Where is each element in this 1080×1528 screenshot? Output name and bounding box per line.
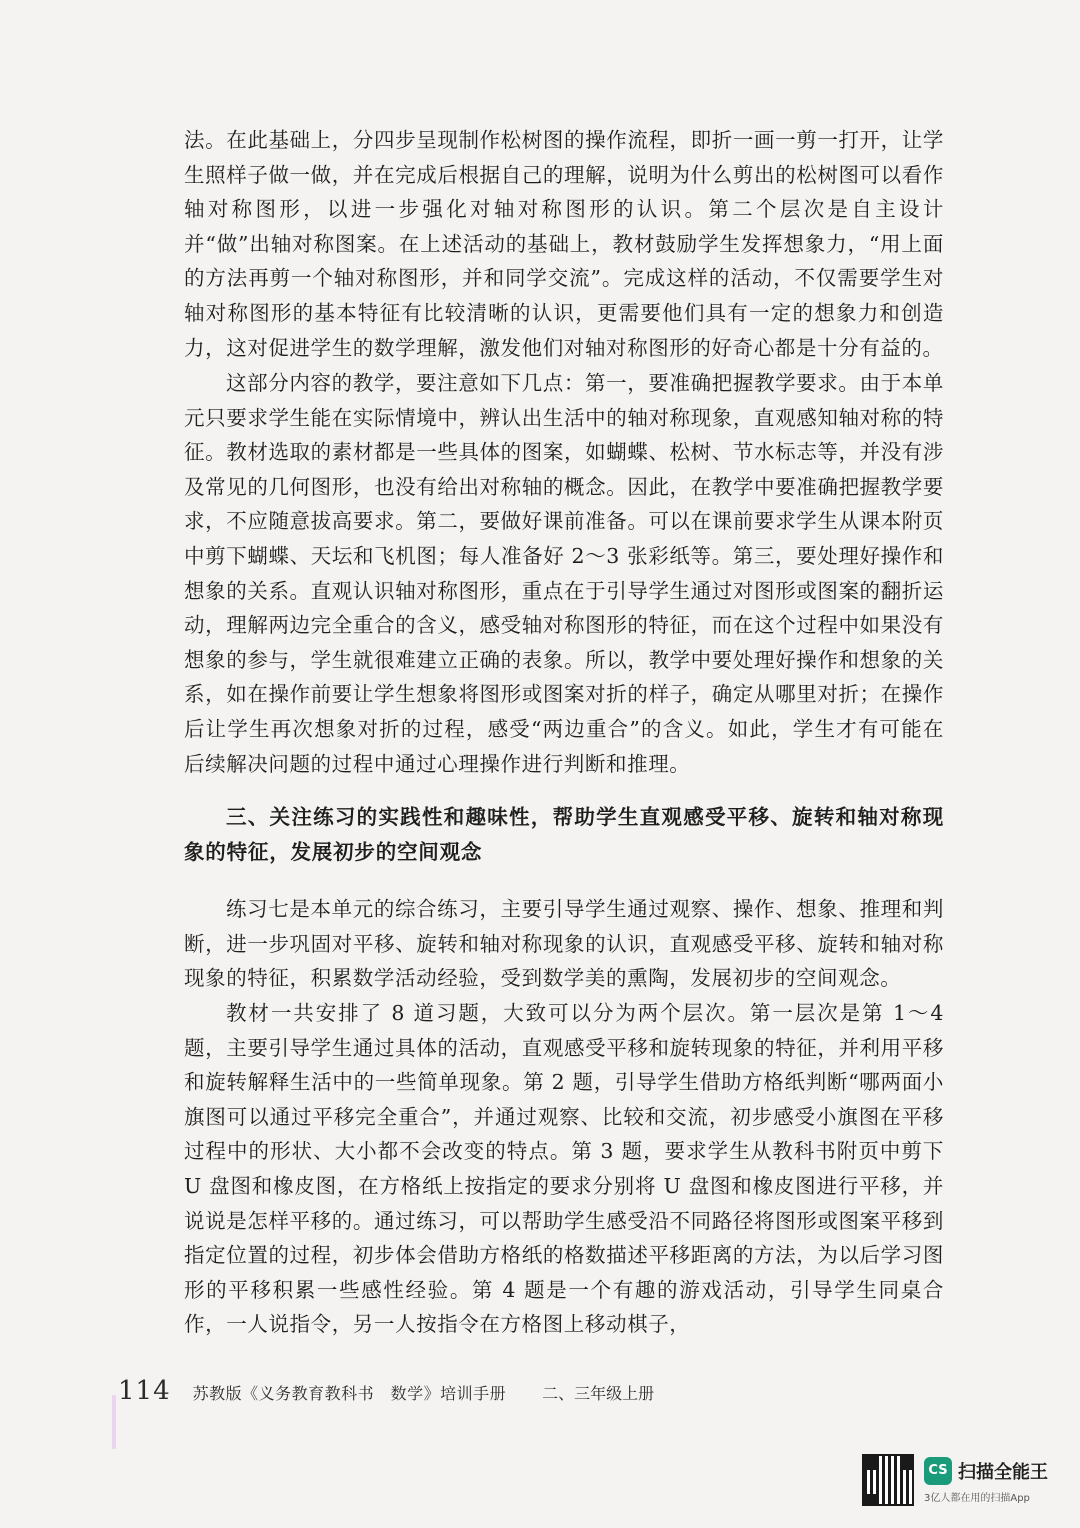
- camscanner-logo-icon: CS: [924, 1457, 952, 1485]
- brand-box: [924, 1457, 1048, 1504]
- section-heading: 三、关注练习的实践性和趣味性，帮助学生直观感受平移、旋转和轴对称现象的特征，发展初步的空间观念: [184, 805, 944, 864]
- paragraph-4: 教材一共安排了 8 道习题，大致可以分为两个层次。第一层次是第 1～4 题，主要引导学生通过具体的活动，直观感受平移和旋转现象的特征，并利用平移和旋转解释生活中的一些简单现象。第 2 题，引导学生借助方格纸判断“哪两面小旗图可以通过平移完全重合”，并通过观察、比较和交流，初步感受小旗图在平移过程中的形状、大小都不会改变的特点。第 3 题，要求学生从教科书附页中剪下 U 盘图和橡皮图，在方格纸上按指定的要求分别将 U 盘图和橡皮图进行平移，并说说是怎样平移的。通过练习，可以帮助学生感受沿不同路径将图形或图案平移到指定位置的过程，初步体会借助方格纸的格数描述平移距离的方法，为以后学习图形的平移积累一些感性经验。第 4 题是一个有趣的游戏活动，引导学生同桌合作，一人说指令，另一人按指令在方格图上移动棋子，: [184, 1001, 944, 1337]
- page-edge-mark: [112, 1395, 116, 1449]
- scanner-watermark: [862, 1454, 1048, 1506]
- brand-slogan: 3亿人都在用的扫描App: [924, 1492, 1030, 1504]
- qr-code-icon: [862, 1454, 914, 1506]
- page-number: 114: [118, 1376, 171, 1406]
- paragraph-2: 这部分内容的教学，要注意如下几点：第一，要准确把握教学要求。由于本单元只要求学生能在实际情境中，辨认出生活中的轴对称现象，直观感知轴对称的特征。教材选取的素材都是一些具体的图案，如蝴蝶、松树、节水标志等，并没有涉及常见的几何图形，也没有给出对称轴的概念。因此，在教学中要准确把握教学要求，不应随意拔高要求。第二，要做好课前准备。可以在课前要求学生从课本附页中剪下蝴蝶、天坛和飞机图；每人准备好 2～3 张彩纸等。第三，要处理好操作和想象的关系。直观认识轴对称图形，重点在于引导学生通过对图形或图案的翻折运动，理解两边完全重合的含义，感受轴对称图形的特征，而在这个过程中如果没有想象的参与，学生就很难建立正确的表象。所以，教学中要处理好操作和想象的关系，如在操作前要让学生想象将图形或图案对折的样子，确定从哪里对折；在操作后让学生再次想象对折的过程，感受“两边重合”的含义。如此，学生才有可能在后续解决问题的过程中通过心理操作进行判断和推理。: [184, 371, 944, 776]
- book-title: 苏教版《义务教育教科书 数学》培训手册: [192, 1384, 507, 1403]
- paragraph-3: 练习七是本单元的综合练习，主要引导学生通过观察、操作、想象、推理和判断，进一步巩固对平移、旋转和轴对称现象的认识，直观感受平移、旋转和轴对称现象的特征，积累数学活动经验，受到数学美的熏陶，发展初步的空间观念。: [184, 897, 944, 991]
- grade-label: 二、三年级上册: [542, 1384, 655, 1403]
- brand-name: 扫描全能王: [958, 1461, 1048, 1483]
- page-footer: [118, 1376, 654, 1406]
- brand-row: [924, 1457, 1048, 1485]
- paragraph-1: 法。在此基础上，分四步呈现制作松树图的操作流程，即折一画一剪一打开，让学生照样子做一做，并在完成后根据自己的理解，说明为什么剪出的松树图可以看作轴对称图形，以进一步强化对轴对称图形的认识。第二个层次是自主设计并“做”出轴对称图案。在上述活动的基础上，教材鼓励学生发挥想象力，“用上面的方法再剪一个轴对称图形，并和同学交流”。完成这样的活动，不仅需要学生对轴对称图形的基本特征有比较清晰的认识，更需要他们具有一定的想象力和创造力，这对促进学生的数学理解，激发他们对轴对称图形的好奇心都是十分有益的。: [184, 128, 944, 360]
